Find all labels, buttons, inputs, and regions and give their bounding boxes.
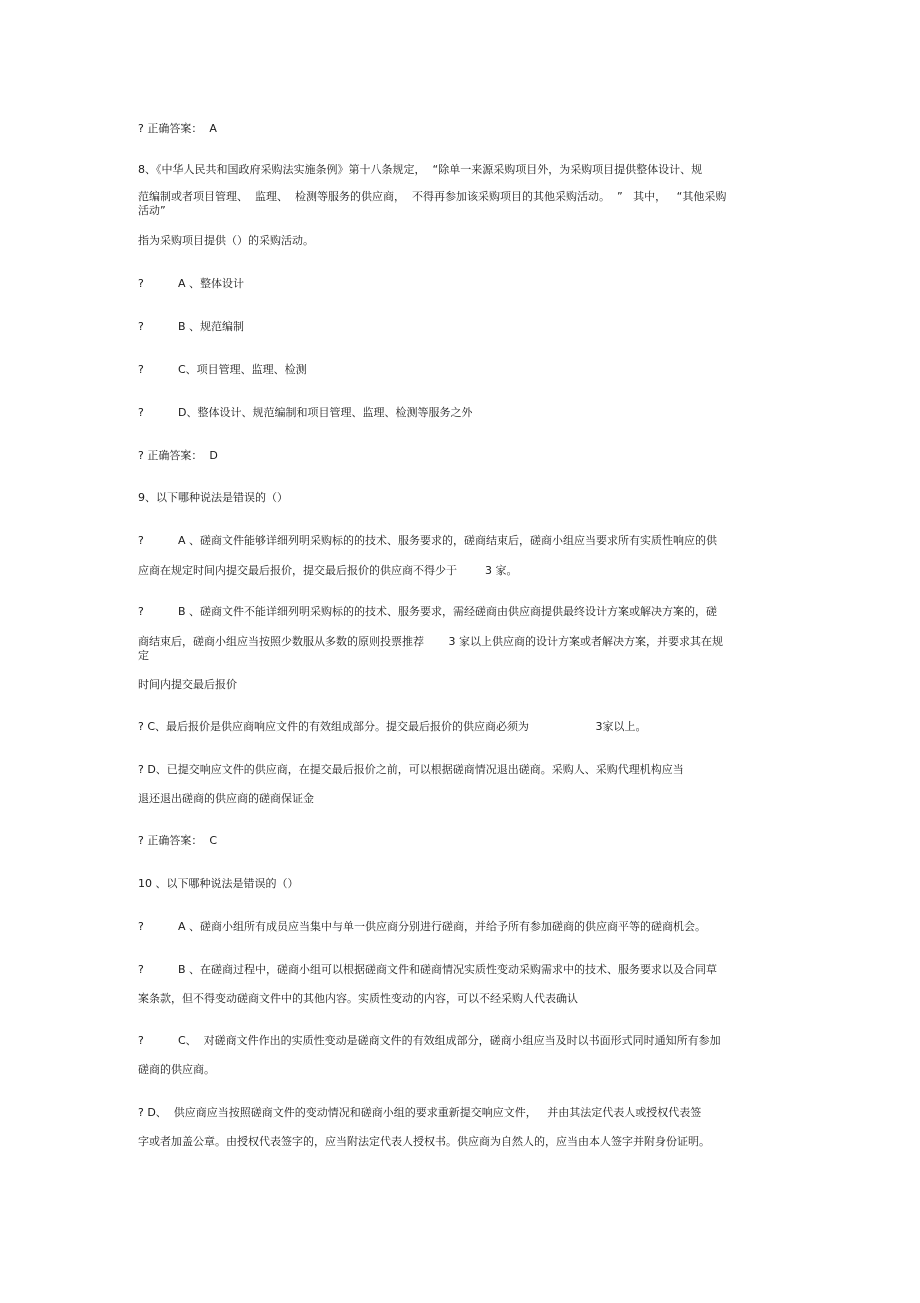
- question-10-stem: 10 、以下哪种说法是错误的（）: [138, 877, 299, 890]
- question-9-option-c: ? C、最后报价是供应商响应文件的有效组成部分。提交最后报价的供应商必须为 3家以上。: [138, 720, 647, 733]
- option-bullet: ?: [138, 534, 144, 547]
- question-10-option-b-cont: 案条款，但不得变动磋商文件中的其他内容。实质性变动的内容，可以不经采购人代表确认: [138, 992, 578, 1005]
- question-9-option-a: [138, 534, 758, 548]
- option-text: C、 对磋商文件作出的实质性变动是磋商文件的有效组成部分，磋商小组应当及时以书面形式同时通知所有参加: [178, 1034, 721, 1047]
- option-bullet: ?: [138, 920, 144, 933]
- option-bullet: ?: [138, 277, 144, 290]
- question-8-option-d: [138, 406, 758, 420]
- question-10-option-b: [138, 963, 758, 977]
- question-8-option-b: [138, 320, 758, 334]
- question-9-option-b: [138, 605, 758, 619]
- option-text: B 、规范编制: [178, 320, 245, 333]
- option-text: B 、磋商文件不能详细列明采购标的的技术、服务要求，需经磋商由供应商提供最终设计方案或解决方案的，磋: [178, 605, 718, 618]
- question-9-option-b-cont: 商结束后，磋商小组应当按照少数服从多数的原则投票推荐 3 家以上供应商的设计方案或者解决方案，并要求其在规: [138, 635, 723, 648]
- option-bullet: ?: [138, 320, 144, 333]
- question-9-option-a-cont: 应商在规定时间内提交最后报价，提交最后报价的供应商不得少于 3 家。: [138, 564, 518, 577]
- question-8-line-1: 8、《中华人民共和国政府采购法实施条例》第十八条规定， “除单一来源采购项目外，为采购项目提供整体设计、规: [138, 163, 703, 176]
- question-10-option-a: [138, 920, 758, 934]
- answer-7: ? 正确答案： A: [138, 122, 217, 135]
- question-10-option-d: ? D、 供应商应当按照磋商文件的变动情况和磋商小组的要求重新提交响应文件， 并由其法定代表人或授权代表签: [138, 1106, 702, 1119]
- question-8-line-2b: 活动”: [138, 204, 166, 217]
- option-text: A 、磋商文件能够详细列明采购标的的技术、服务要求的，磋商结束后，磋商小组应当要求所有实质性响应的供: [178, 534, 718, 547]
- option-bullet: ?: [138, 406, 144, 419]
- question-10-option-c-cont: 磋商的供应商。: [138, 1063, 215, 1076]
- option-text: A 、磋商小组所有成员应当集中与单一供应商分别进行磋商，并给予所有参加磋商的供应商平等的磋商机会。: [178, 920, 707, 933]
- option-bullet: ?: [138, 605, 144, 618]
- question-8-option-a: [138, 277, 758, 291]
- question-10-option-d-cont: 字或者加盖公章。由授权代表签字的，应当附法定代表人授权书。供应商为自然人的，应当由本人签字并附身份证明。: [138, 1135, 710, 1148]
- question-8-line-2: 范编制或者项目管理、 监理、 检测等服务的供应商， 不得再参加该采购项目的其他采购活动。 ” 其中， “其他采购: [138, 190, 727, 203]
- option-text: B 、在磋商过程中，磋商小组可以根据磋商文件和磋商情况实质性变动采购需求中的技术、服务要求以及合同草: [178, 963, 718, 976]
- question-8-line-3: 指为采购项目提供（）的采购活动。: [138, 234, 314, 247]
- option-bullet: ?: [138, 1034, 144, 1047]
- question-10-option-c: [138, 1034, 758, 1048]
- option-text: A 、整体设计: [178, 277, 245, 290]
- option-bullet: ?: [138, 963, 144, 976]
- question-9-stem: 9、以下哪种说法是错误的（）: [138, 491, 288, 504]
- answer-9: ? 正确答案： C: [138, 834, 218, 847]
- option-text: C、项目管理、监理、检测: [178, 363, 307, 376]
- answer-8: ? 正确答案： D: [138, 449, 218, 462]
- question-9-option-b-cont-2: 定: [138, 649, 149, 662]
- question-9-option-d-cont: 退还退出磋商的供应商的磋商保证金: [138, 792, 314, 805]
- option-bullet: ?: [138, 363, 144, 376]
- option-text: D、整体设计、规范编制和项目管理、监理、检测等服务之外: [178, 406, 473, 419]
- question-8-option-c: [138, 363, 758, 377]
- question-9-option-b-cont-3: 时间内提交最后报价: [138, 678, 237, 691]
- question-9-option-d: ? D、已提交响应文件的供应商，在提交最后报价之前，可以根据磋商情况退出磋商。采购人、采购代理机构应当: [138, 763, 684, 776]
